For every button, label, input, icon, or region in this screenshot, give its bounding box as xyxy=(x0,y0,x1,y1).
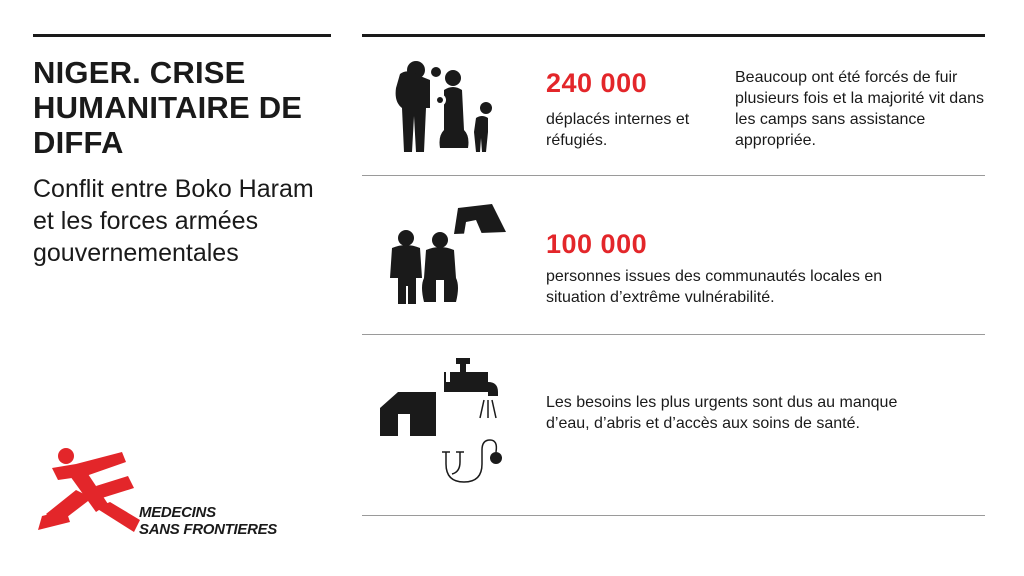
msf-logo xyxy=(36,446,278,541)
page-subtitle: Conflit entre Boko Haram et les forces armées gouvernementales xyxy=(33,175,314,267)
stat-label-vulnerable: personnes issues des communautés locales en situation d’extrême vulnérabilité. xyxy=(546,268,883,306)
page-title: NIGER. CRISE HUMANITAIRE DE DIFFA xyxy=(33,55,303,160)
stat-label-displaced: déplacés internes et réfugiés. xyxy=(546,111,690,149)
right-top-rule xyxy=(362,34,985,37)
logo-line-1: MEDECINS xyxy=(139,504,216,521)
logo-line-2: SANS FRONTIERES xyxy=(139,521,278,538)
water-shelter-health-icon xyxy=(380,356,506,496)
msf-running-man-icon xyxy=(36,446,146,541)
stat-number-vulnerable: 100 000 xyxy=(546,229,648,259)
left-top-rule xyxy=(33,34,331,37)
row-separator xyxy=(362,175,985,176)
row-separator xyxy=(362,334,985,335)
displaced-family-icon xyxy=(388,60,500,152)
msf-wordmark xyxy=(139,504,277,538)
row-separator xyxy=(362,515,985,516)
people-tent-icon xyxy=(388,200,510,304)
stat-detail-displaced: Beaucoup ont été forcés de fuir plusieurs fois et la majorité vit dans les camps sans assistance appropriée. xyxy=(735,69,984,149)
needs-text: Les besoins les plus urgents sont dus au manque d’eau, d’abris et d’accès aux soins de santé. xyxy=(546,394,898,432)
stat-number-displaced: 240 000 xyxy=(546,68,648,98)
